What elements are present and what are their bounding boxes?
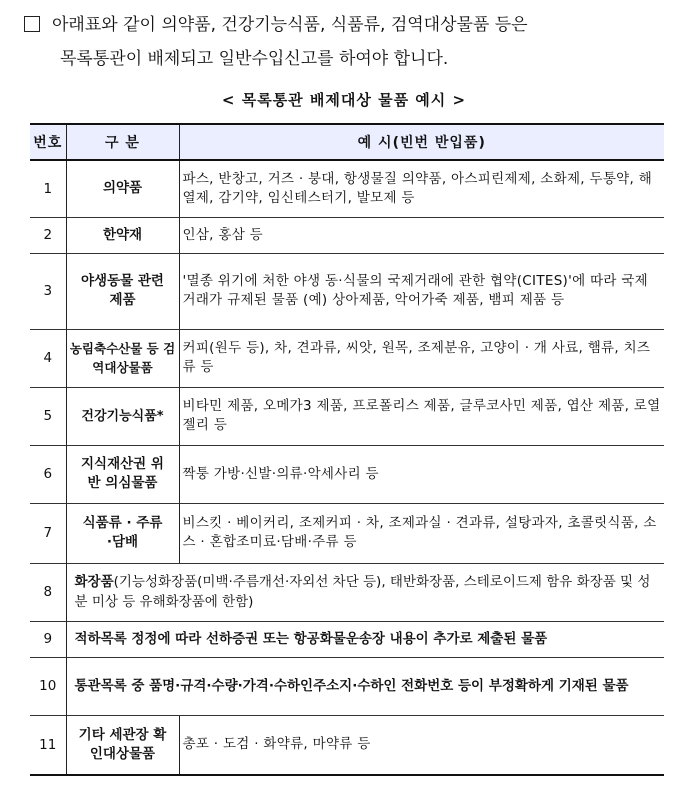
row-number: 2 bbox=[30, 217, 66, 253]
row-category: 한약재 bbox=[66, 217, 179, 253]
row-category: 식품류 · 주류·담배 bbox=[66, 503, 179, 563]
row-category: 지식재산권 위반 의심물품 bbox=[66, 445, 179, 503]
table-row bbox=[30, 657, 664, 715]
table-row bbox=[30, 621, 664, 657]
table-header-row bbox=[30, 124, 664, 160]
row-number: 5 bbox=[30, 387, 66, 445]
table-row bbox=[30, 563, 664, 621]
row-number: 10 bbox=[30, 657, 66, 715]
row-examples: 총포 · 도검 · 화약류, 마약류 등 bbox=[179, 715, 664, 775]
row-number: 3 bbox=[30, 253, 66, 329]
row-category: 기타 세관장 확인대상물품 bbox=[66, 715, 179, 775]
row-description bbox=[66, 657, 664, 715]
row-number: 9 bbox=[30, 621, 66, 657]
table-row bbox=[30, 715, 664, 775]
row-examples: 비타민 제품, 오메가3 제품, 프로폴리스 제품, 글루코사민 제품, 엽산 제품, 로열젤리 등 bbox=[179, 387, 664, 445]
intro-line-1 bbox=[24, 8, 669, 42]
row-examples: 짝퉁 가방·신발·의류·악세사리 등 bbox=[179, 445, 664, 503]
table-row bbox=[30, 160, 664, 217]
checkbox-square-icon bbox=[24, 16, 40, 32]
table-row bbox=[30, 387, 664, 445]
table-row bbox=[30, 329, 664, 387]
row-description-bold: 통관목록 중 품명·규격·수량·가격·수하인주소지·수하인 전화번호 등이 부정확하게 기재된 물품 bbox=[74, 678, 629, 694]
row-category: 의약품 bbox=[66, 160, 179, 217]
exclusion-table bbox=[30, 123, 664, 776]
row-number: 4 bbox=[30, 329, 66, 387]
intro-paragraph bbox=[24, 8, 669, 76]
table-row bbox=[30, 253, 664, 329]
row-examples: 커피(원두 등), 차, 견과류, 씨앗, 원목, 조제분유, 고양이 · 개 사료, 햄류, 치즈류 등 bbox=[179, 329, 664, 387]
intro-line-2: 목록통관이 배제되고 일반수입신고를 하여야 합니다. bbox=[60, 49, 449, 69]
row-examples: 비스킷 · 베이커리, 조제커피 · 차, 조제과실 · 견과류, 설탕과자, 초콜릿식품, 소스 · 혼합조미료·담배·주류 등 bbox=[179, 503, 664, 563]
row-category: 건강기능식품* bbox=[66, 387, 179, 445]
row-description bbox=[66, 563, 664, 621]
intro-text-1: 아래표와 같이 의약품, 건강기능식품, 식품류, 검역대상물품 등은 bbox=[52, 15, 528, 35]
row-number: 6 bbox=[30, 445, 66, 503]
table-title: < 목록통관 배제대상 물품 예시 > bbox=[221, 91, 467, 109]
row-number: 8 bbox=[30, 563, 66, 621]
row-description-rest: (기능성화장품(미백·주름개선·자외선 차단 등), 태반화장품, 스테로이드제 함유 화장품 및 성분 미상 등 유해화장품에 한함) bbox=[74, 574, 651, 610]
table-row bbox=[30, 503, 664, 563]
table-row bbox=[30, 217, 664, 253]
row-description-bold: 화장품 bbox=[74, 574, 114, 590]
row-examples: 파스, 반창고, 거즈 · 붕대, 항생물질 의약품, 아스피린제제, 소화제, 두통약, 해열제, 감기약, 임신테스터기, 발모제 등 bbox=[179, 160, 664, 217]
row-number: 1 bbox=[30, 160, 66, 217]
row-category: 야생동물 관련 제품 bbox=[66, 253, 179, 329]
row-description-bold: 적하목록 정정에 따라 선하증권 또는 항공화물운송장 내용이 추가로 제출된 물품 bbox=[74, 631, 548, 647]
header-category: 구 분 bbox=[66, 124, 179, 160]
row-examples: 인삼, 홍삼 등 bbox=[179, 217, 664, 253]
table-row bbox=[30, 445, 664, 503]
row-category: 농림축수산물 등 검역대상물품 bbox=[66, 329, 179, 387]
row-number: 7 bbox=[30, 503, 66, 563]
row-examples: '멸종 위기에 처한 야생 동·식물의 국제거래에 관한 협약(CITES)'에 따라 국제거래가 규제된 물품 (예) 상아제품, 악어가죽 제품, 뱀피 제품 등 bbox=[179, 253, 664, 329]
row-description bbox=[66, 621, 664, 657]
header-examples: 예 시(빈번 반입품) bbox=[179, 124, 664, 160]
header-number: 번호 bbox=[30, 124, 66, 160]
row-number: 11 bbox=[30, 715, 66, 775]
